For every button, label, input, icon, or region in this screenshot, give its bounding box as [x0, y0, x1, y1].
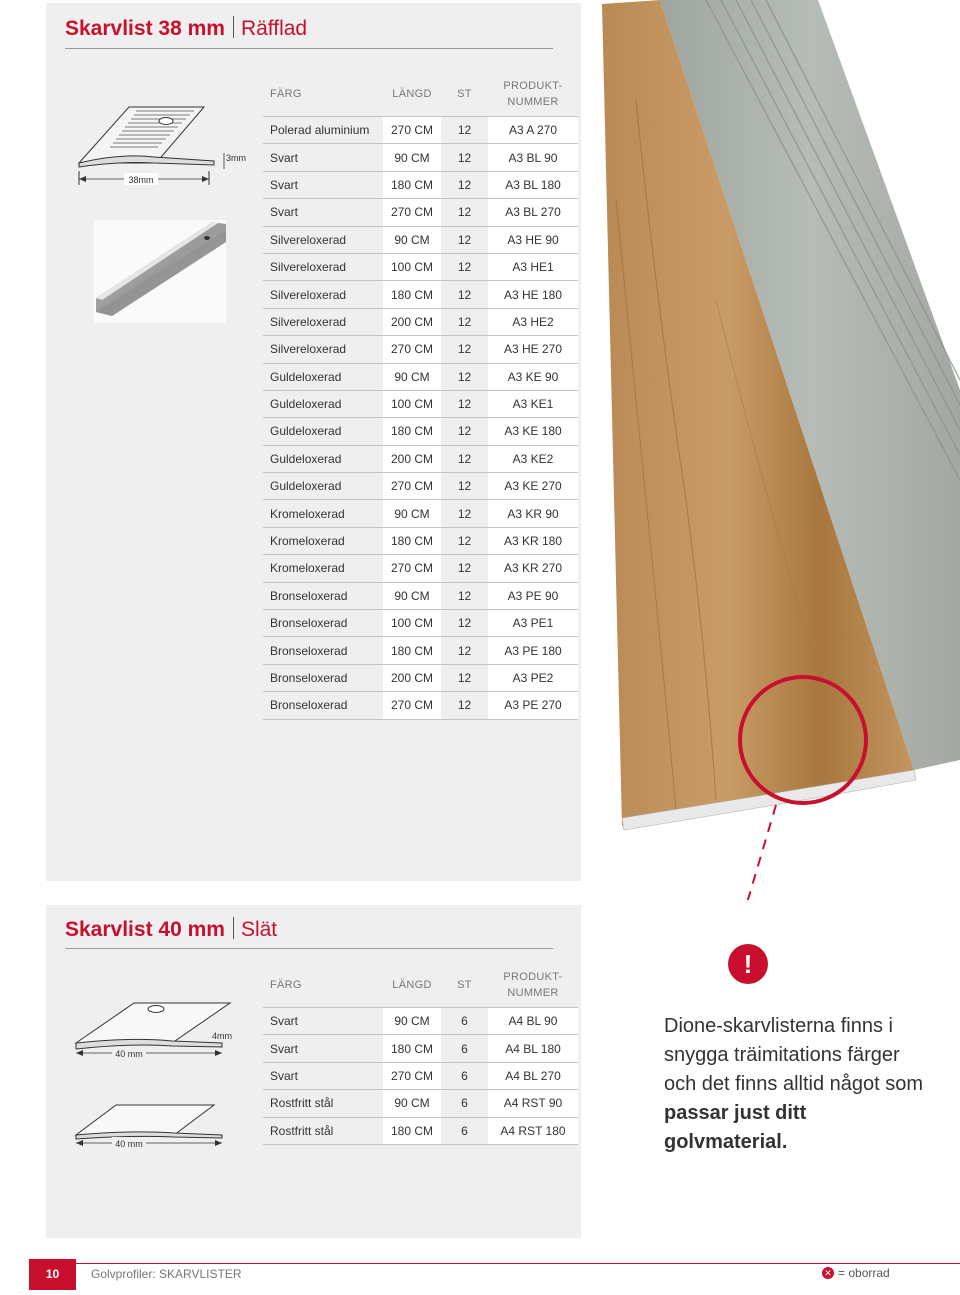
cell-length: 180 CM: [383, 637, 441, 664]
cell-color: Guldeloxerad: [263, 445, 383, 472]
table-row: [263, 692, 578, 719]
table-row: [263, 199, 578, 226]
header-color: FÄRG: [270, 979, 302, 991]
cell-product-number: A3 KR 270: [488, 555, 578, 582]
cell-product-number: A3 KR 90: [488, 500, 578, 527]
cell-product-number: A3 PE 180: [488, 637, 578, 664]
cell-length: 180 CM: [383, 527, 441, 554]
section-title-40mm: [65, 917, 277, 942]
section-title-38mm: [65, 16, 307, 41]
cell-color: Svart: [263, 1008, 383, 1035]
cell-color: Guldeloxerad: [263, 390, 383, 417]
cell-qty: 6: [441, 1035, 488, 1062]
cell-length: 270 CM: [383, 473, 441, 500]
cell-qty: 6: [441, 1062, 488, 1089]
width-label: 38mm: [128, 175, 154, 185]
table-row: [263, 308, 578, 335]
width-label: 40 mm: [115, 1139, 143, 1149]
cell-length: 270 CM: [383, 1062, 441, 1089]
cell-length: 200 CM: [383, 664, 441, 691]
undrilled-icon: ✕: [822, 1267, 834, 1279]
cell-length: 90 CM: [383, 363, 441, 390]
legend-text: = oborrad: [838, 1266, 890, 1280]
cell-color: Rostfritt stål: [263, 1117, 383, 1144]
product-table-38mm: [263, 72, 578, 720]
cell-qty: 12: [441, 171, 488, 198]
cell-color: Kromeloxerad: [263, 555, 383, 582]
cell-length: 180 CM: [383, 1117, 441, 1144]
cell-qty: 12: [441, 308, 488, 335]
cell-length: 200 CM: [383, 308, 441, 335]
cell-length: 270 CM: [383, 692, 441, 719]
header-length: LÄNGD: [392, 979, 432, 991]
cell-color: Kromeloxerad: [263, 527, 383, 554]
cell-length: 180 CM: [383, 418, 441, 445]
callout-text: [664, 1012, 934, 1157]
cell-qty: 12: [441, 527, 488, 554]
table-row: [263, 555, 578, 582]
cell-color: Silvereloxerad: [263, 308, 383, 335]
product-table-40mm: [263, 963, 578, 1145]
cell-product-number: A3 KE1: [488, 390, 578, 417]
cell-color: Rostfritt stål: [263, 1090, 383, 1117]
table-row: [263, 1090, 578, 1117]
cell-color: Svart: [263, 171, 383, 198]
product-panel-40mm: [46, 905, 581, 1238]
height-label: 4mm: [212, 1031, 232, 1041]
table-row: [263, 500, 578, 527]
cell-product-number: A3 KE2: [488, 445, 578, 472]
cell-length: 100 CM: [383, 253, 441, 280]
legend: [822, 1266, 890, 1280]
cell-product-number: A3 BL 180: [488, 171, 578, 198]
cell-qty: 12: [441, 418, 488, 445]
cell-color: Svart: [263, 199, 383, 226]
cell-length: 90 CM: [383, 226, 441, 253]
cell-qty: 12: [441, 226, 488, 253]
cell-product-number: A3 KE 180: [488, 418, 578, 445]
cell-color: Silvereloxerad: [263, 253, 383, 280]
table-row: [263, 1117, 578, 1144]
cell-length: 270 CM: [383, 117, 441, 144]
cell-color: Bronseloxerad: [263, 692, 383, 719]
cell-color: Silvereloxerad: [263, 336, 383, 363]
title-thin: Slät: [240, 918, 278, 941]
cell-qty: 12: [441, 582, 488, 609]
title-rule: [65, 48, 553, 49]
cell-qty: 12: [441, 363, 488, 390]
cell-qty: 12: [441, 610, 488, 637]
callout-text-normal: Dione-skarvlisterna finns i snygga träimitations färger och det finns alltid något som: [664, 1015, 924, 1095]
cell-qty: 12: [441, 144, 488, 171]
callout-text-bold: passar just ditt golvmaterial.: [664, 1102, 807, 1153]
cell-qty: 12: [441, 336, 488, 363]
table-row: [263, 445, 578, 472]
cell-qty: 12: [441, 637, 488, 664]
table-row: [263, 1035, 578, 1062]
cell-length: 180 CM: [383, 281, 441, 308]
cell-color: Guldeloxerad: [263, 363, 383, 390]
table-row: [263, 144, 578, 171]
cell-length: 90 CM: [383, 582, 441, 609]
table-row: [263, 610, 578, 637]
table-row: [263, 117, 578, 144]
cell-color: Bronseloxerad: [263, 582, 383, 609]
cell-color: Bronseloxerad: [263, 610, 383, 637]
cell-color: Polerad aluminium: [263, 117, 383, 144]
cell-qty: 12: [441, 390, 488, 417]
cell-qty: 12: [441, 664, 488, 691]
title-bold: Skarvlist 40 mm: [65, 918, 225, 941]
cell-product-number: A3 PE2: [488, 664, 578, 691]
cell-product-number: A4 BL 180: [488, 1035, 578, 1062]
table-row: [263, 527, 578, 554]
cell-length: 180 CM: [383, 171, 441, 198]
product-photo-large: [596, 0, 960, 900]
cell-length: 90 CM: [383, 1090, 441, 1117]
title-divider: [233, 917, 234, 939]
cell-product-number: A3 BL 90: [488, 144, 578, 171]
cell-product-number: A3 HE1: [488, 253, 578, 280]
header-length: LÄNGD: [392, 88, 432, 100]
title-rule: [65, 948, 553, 949]
header-product-number: PRODUKT- NUMMER: [503, 80, 563, 108]
cell-product-number: A3 BL 270: [488, 199, 578, 226]
footer-section: Golvprofiler: SKARVLISTER: [91, 1267, 242, 1281]
cell-product-number: A3 HE2: [488, 308, 578, 335]
table-row: [263, 664, 578, 691]
cell-color: Svart: [263, 1035, 383, 1062]
profile-diagram-40mm-bottom: [72, 1101, 262, 1151]
cell-product-number: A3 KE 90: [488, 363, 578, 390]
cell-product-number: A4 BL 90: [488, 1008, 578, 1035]
profile-diagram-38mm: [74, 101, 254, 191]
table-header-row: [263, 72, 578, 117]
product-photo-38mm: [94, 220, 226, 323]
cell-length: 100 CM: [383, 610, 441, 637]
cell-qty: 12: [441, 117, 488, 144]
cell-length: 90 CM: [383, 500, 441, 527]
table-row: [263, 582, 578, 609]
cell-product-number: A3 PE 90: [488, 582, 578, 609]
table-row: [263, 1062, 578, 1089]
cell-qty: 12: [441, 281, 488, 308]
cell-length: 200 CM: [383, 445, 441, 472]
cell-length: 90 CM: [383, 144, 441, 171]
cell-qty: 6: [441, 1117, 488, 1144]
cell-length: 180 CM: [383, 1035, 441, 1062]
cell-product-number: A3 HE 270: [488, 336, 578, 363]
table-row: [263, 473, 578, 500]
cell-qty: 12: [441, 555, 488, 582]
table-row: [263, 363, 578, 390]
cell-product-number: A3 PE1: [488, 610, 578, 637]
table-row: [263, 226, 578, 253]
cell-product-number: A3 A 270: [488, 117, 578, 144]
cell-length: 90 CM: [383, 1008, 441, 1035]
profile-diagram-40mm-top: [72, 997, 262, 1069]
cell-product-number: A3 HE 180: [488, 281, 578, 308]
cell-qty: 12: [441, 199, 488, 226]
cell-product-number: A3 PE 270: [488, 692, 578, 719]
header-product-number: PRODUKT- NUMMER: [503, 971, 563, 999]
cell-color: Svart: [263, 1062, 383, 1089]
cell-length: 270 CM: [383, 336, 441, 363]
cell-color: Kromeloxerad: [263, 500, 383, 527]
cell-product-number: A3 KE 270: [488, 473, 578, 500]
cell-qty: 12: [441, 500, 488, 527]
table-row: [263, 253, 578, 280]
height-label: 3mm: [226, 153, 246, 163]
product-panel-38mm: [46, 3, 581, 881]
table-row: [263, 418, 578, 445]
table-row: [263, 281, 578, 308]
table-row: [263, 1008, 578, 1035]
cell-product-number: A4 RST 90: [488, 1090, 578, 1117]
cell-qty: 12: [441, 473, 488, 500]
cell-qty: 6: [441, 1008, 488, 1035]
cell-qty: 12: [441, 692, 488, 719]
table-row: [263, 336, 578, 363]
title-divider: [233, 16, 234, 38]
cell-qty: 12: [441, 253, 488, 280]
cell-color: Silvereloxerad: [263, 281, 383, 308]
table-header-row: [263, 963, 578, 1008]
header-qty: ST: [457, 88, 472, 100]
cell-color: Svart: [263, 144, 383, 171]
cell-color: Bronseloxerad: [263, 637, 383, 664]
warning-icon: !: [728, 944, 768, 984]
cell-product-number: A3 HE 90: [488, 226, 578, 253]
cell-product-number: A3 KR 180: [488, 527, 578, 554]
table-row: [263, 390, 578, 417]
title-bold: Skarvlist 38 mm: [65, 17, 225, 40]
footer-rule: [76, 1263, 960, 1264]
cell-color: Silvereloxerad: [263, 226, 383, 253]
table-row: [263, 171, 578, 198]
cell-color: Guldeloxerad: [263, 418, 383, 445]
cell-qty: 6: [441, 1090, 488, 1117]
width-label: 40 mm: [115, 1049, 143, 1059]
cell-length: 270 CM: [383, 555, 441, 582]
cell-product-number: A4 RST 180: [488, 1117, 578, 1144]
header-color: FÄRG: [270, 88, 302, 100]
page-number: 10: [29, 1259, 76, 1290]
table-row: [263, 637, 578, 664]
cell-length: 100 CM: [383, 390, 441, 417]
title-thin: Räfflad: [240, 17, 308, 40]
cell-product-number: A4 BL 270: [488, 1062, 578, 1089]
cell-color: Guldeloxerad: [263, 473, 383, 500]
header-qty: ST: [457, 979, 472, 991]
cell-length: 270 CM: [383, 199, 441, 226]
cell-qty: 12: [441, 445, 488, 472]
cell-color: Bronseloxerad: [263, 664, 383, 691]
